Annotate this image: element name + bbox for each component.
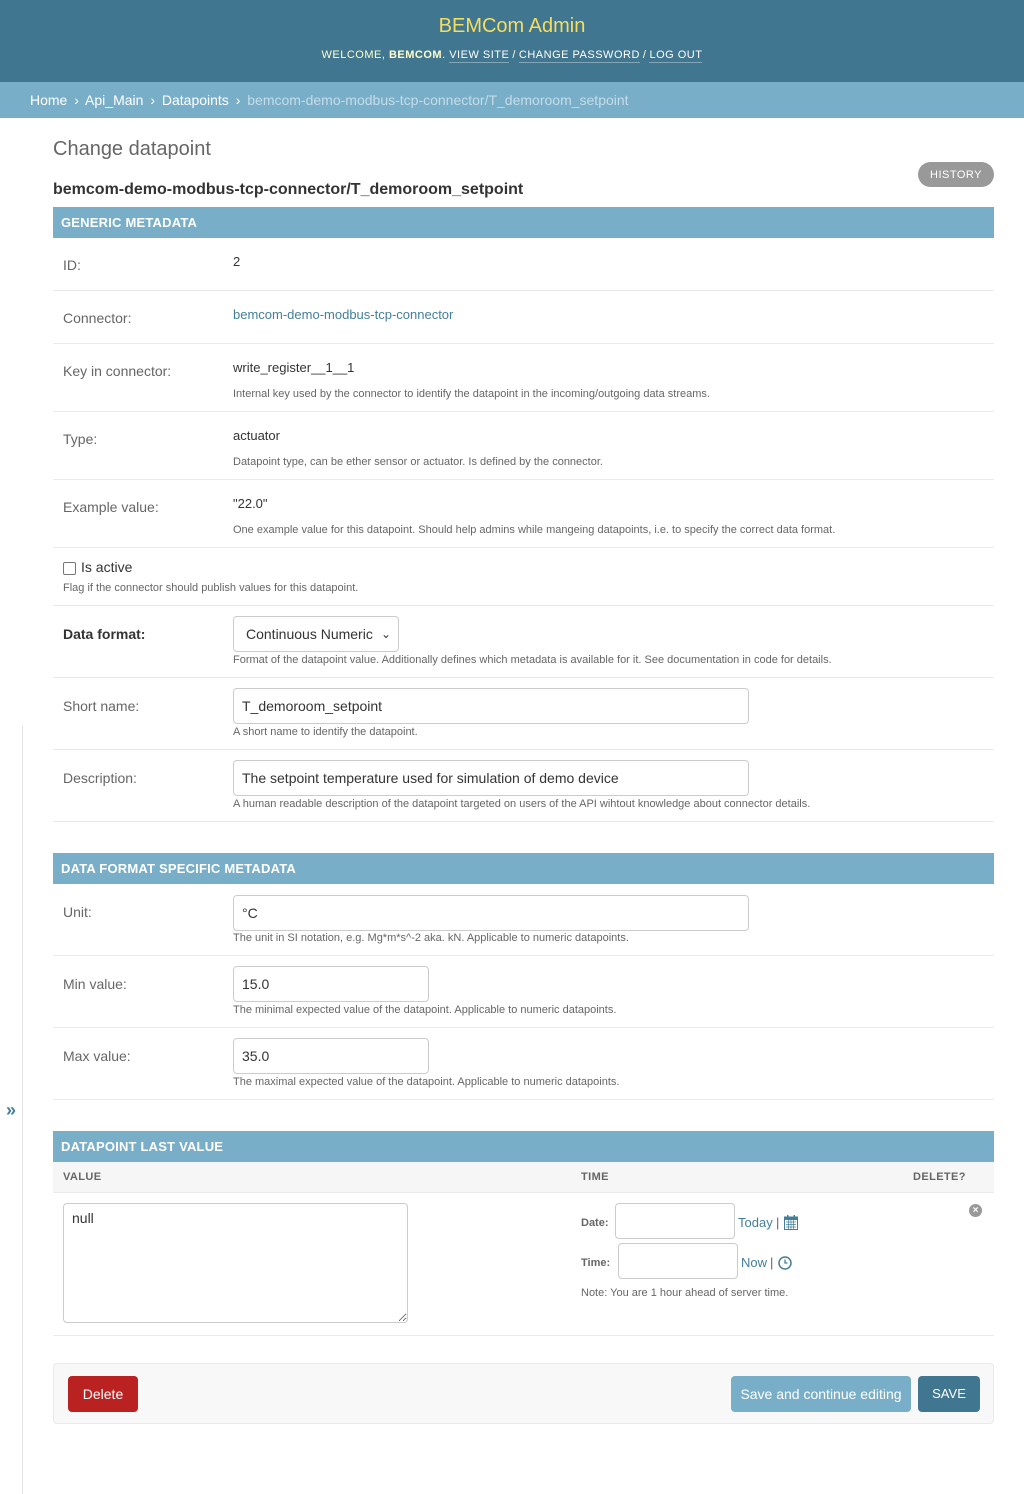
- today-link[interactable]: Today: [738, 1215, 773, 1230]
- now-link[interactable]: Now: [741, 1255, 768, 1270]
- date-label: Date:: [581, 1217, 609, 1229]
- breadcrumb-home[interactable]: Home: [30, 92, 68, 108]
- clock-icon[interactable]: [778, 1256, 792, 1273]
- is-active-checkbox[interactable]: [63, 562, 76, 575]
- connector-row: [53, 291, 994, 344]
- example-label: Example value:: [63, 499, 159, 515]
- short-name-input[interactable]: [233, 688, 749, 724]
- table-row: null Date: Today | Time: Now | Note: You are 1 hour ahead of server time. ×: [53, 1193, 994, 1336]
- breadcrumb-model[interactable]: Datapoints: [161, 92, 229, 108]
- username: BEMCOM: [388, 49, 443, 61]
- sidebar-toggle-button[interactable]: »: [6, 1100, 17, 1120]
- generic-metadata-fieldset: [53, 207, 994, 822]
- timezone-note: Note: You are 1 hour ahead of server time.: [581, 1287, 789, 1299]
- type-help: Datapoint type, can be ether sensor or actuator. Is defined by the connector.: [233, 456, 603, 468]
- time-label: Time:: [581, 1257, 611, 1269]
- main-content: [53, 118, 994, 1402]
- save-button[interactable]: SAVE: [918, 1376, 980, 1412]
- close-icon[interactable]: ×: [969, 1204, 982, 1217]
- id-row: [53, 238, 994, 291]
- data-format-selected: Continuous Numeric: [246, 626, 373, 642]
- object-title: bemcom-demo-modbus-tcp-connector/T_demoroom_setpoint: [53, 181, 524, 198]
- max-value-label: Max value:: [63, 1048, 131, 1064]
- welcome-text: WELCOME,: [321, 49, 386, 61]
- delete-column-header: DELETE?: [913, 1171, 966, 1183]
- breadcrumb-app[interactable]: Api_Main: [85, 92, 144, 108]
- min-value-label: Min value:: [63, 976, 127, 992]
- unit-label: Unit:: [63, 904, 92, 920]
- short-name-row: [53, 678, 994, 750]
- key-label: Key in connector:: [63, 363, 172, 379]
- type-row: [53, 412, 994, 480]
- site-name[interactable]: BEMCom Admin: [438, 15, 586, 37]
- id-label: ID:: [63, 257, 81, 273]
- unit-help: The unit in SI notation, e.g. Mg*m*s^-2 aka. kN. Applicable to numeric datapoints.: [233, 932, 629, 944]
- key-help: Internal key used by the connector to identify the datapoint in the incoming/outgoing data streams.: [233, 388, 710, 400]
- time-column-header: TIME: [581, 1171, 609, 1183]
- short-name-help: A short name to identify the datapoint.: [233, 726, 418, 738]
- specific-metadata-header: DATA FORMAT SPECIFIC METADATA: [53, 853, 994, 884]
- data-format-select[interactable]: [233, 616, 399, 652]
- change-password-link[interactable]: CHANGE PASSWORD: [518, 49, 640, 61]
- unit-row: [53, 884, 994, 956]
- max-value-help: The maximal expected value of the datapoint. Applicable to numeric datapoints.: [233, 1076, 620, 1088]
- is-active-help: Flag if the connector should publish values for this datapoint.: [63, 582, 359, 594]
- connector-label: Connector:: [63, 310, 132, 326]
- is-active-row: [53, 548, 994, 606]
- type-label: Type:: [63, 431, 98, 447]
- example-help: One example value for this datapoint. Should help admins while mangeing datapoints, i.e. to specify the correct data format.: [233, 524, 836, 536]
- example-row: [53, 480, 994, 548]
- connector-link[interactable]: bemcom-demo-modbus-tcp-connector: [233, 307, 454, 322]
- unit-input[interactable]: [233, 895, 749, 931]
- delete-button[interactable]: Delete: [68, 1376, 138, 1412]
- last-value-fieldset: [53, 1131, 994, 1336]
- last-value-header: DATAPOINT LAST VALUE: [53, 1131, 994, 1162]
- date-input[interactable]: [615, 1203, 735, 1239]
- breadcrumb: Home › Api_Main › Datapoints › bemcom-demo-modbus-tcp-connector/T_demoroom_setpoint: [0, 82, 1024, 118]
- submit-row: [53, 1363, 994, 1424]
- data-format-row: [53, 606, 994, 678]
- calendar-icon[interactable]: [784, 1215, 798, 1233]
- user-tools: WELCOME, BEMCOM. VIEW SITE / CHANGE PASSWORD / LOG OUT: [321, 49, 703, 61]
- sidebar-divider: [22, 726, 23, 1494]
- log-out-link[interactable]: LOG OUT: [649, 49, 703, 61]
- min-value-help: The minimal expected value of the datapoint. Applicable to numeric datapoints.: [233, 1004, 617, 1016]
- data-format-help: Format of the datapoint value. Additionally defines which metadata is available for it. See documentation in code for details.: [233, 654, 832, 666]
- description-help: A human readable description of the datapoint targeted on users of the API wihtout knowledge about connector details.: [233, 798, 811, 810]
- page-title: Change datapoint: [53, 138, 211, 160]
- time-input[interactable]: [618, 1243, 738, 1279]
- key-row: [53, 344, 994, 412]
- breadcrumb-current: bemcom-demo-modbus-tcp-connector/T_demoroom_setpoint: [247, 92, 629, 108]
- example-value: "22.0": [233, 496, 268, 511]
- description-label: Description:: [63, 770, 137, 786]
- save-continue-button[interactable]: Save and continue editing: [731, 1376, 911, 1412]
- min-value-input[interactable]: [233, 966, 429, 1002]
- id-value: 2: [233, 254, 241, 269]
- view-site-link[interactable]: VIEW SITE: [449, 49, 510, 61]
- history-button[interactable]: HISTORY: [918, 162, 994, 187]
- short-name-label: Short name:: [63, 698, 140, 714]
- max-value-input[interactable]: [233, 1038, 429, 1074]
- max-value-row: [53, 1028, 994, 1100]
- data-format-label: Data format:: [63, 626, 146, 642]
- site-header: [0, 0, 1024, 82]
- description-row: [53, 750, 994, 822]
- last-value-textarea[interactable]: [63, 1203, 408, 1323]
- key-value: write_register__1__1: [233, 360, 355, 375]
- chevron-down-icon: ⌄: [380, 627, 391, 641]
- description-input[interactable]: [233, 760, 749, 796]
- min-value-row: [53, 956, 994, 1028]
- specific-metadata-fieldset: [53, 853, 994, 1100]
- generic-metadata-header: GENERIC METADATA: [53, 207, 994, 238]
- last-value-table-header: [53, 1162, 994, 1193]
- type-value: actuator: [233, 428, 280, 443]
- is-active-label[interactable]: Is active: [81, 559, 133, 575]
- value-column-header: VALUE: [63, 1171, 102, 1183]
